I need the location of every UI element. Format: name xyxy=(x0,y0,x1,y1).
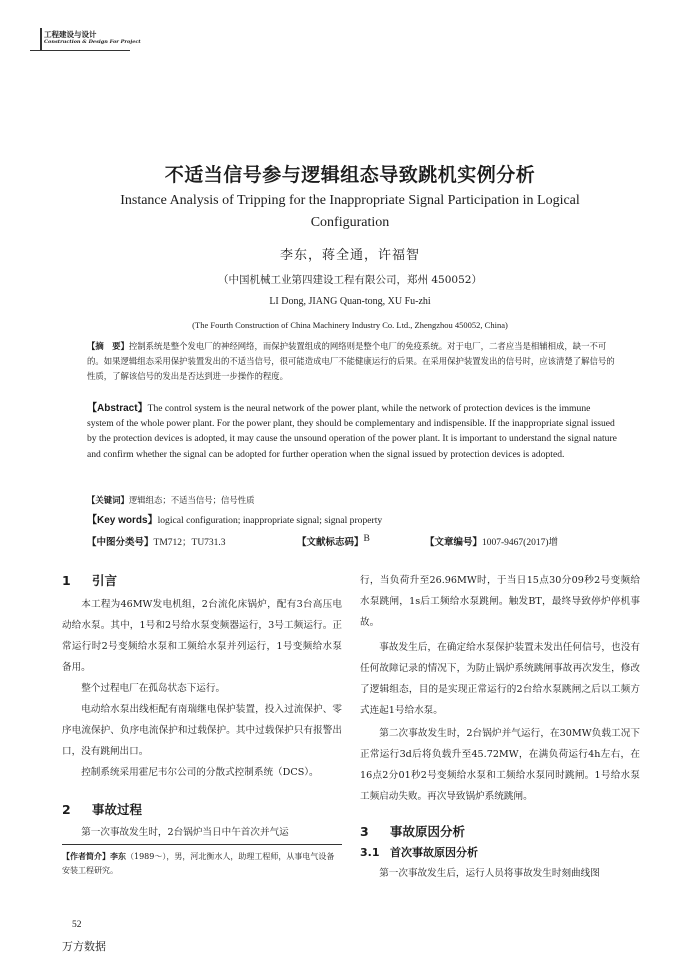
article-no-value: 1007-9467(2017)增 xyxy=(482,538,559,548)
section-3-heading: 3 事故原因分析 xyxy=(360,824,466,839)
keywords-cn-text: 逻辑组态；不适当信号；信号性质 xyxy=(128,495,255,505)
section-2-para-continued: 行，当负荷升至26.96MW时，于当日15点30分09秒2号变频给水泵跳闸，1s后工频给水泵跳闸。触发BT，最终导致停炉停机事故。 xyxy=(360,575,640,628)
journal-name-cn: 工程建设与设计 xyxy=(44,30,97,39)
section-1-para-1: 本工程为46MW发电机组，2台流化床锅炉，配有3台高压电动给水泵。其中，1号和2号给水泵变频器运行，3号工频运行。正常运行时2号变频给水泵和工频给水泵并列运行，1号变频给水泵备用。 xyxy=(62,599,342,673)
journal-name-en: Construction & Design For Project xyxy=(44,39,141,46)
authors-en: LI Dong, JIANG Quan-tong, XU Fu-zhi xyxy=(269,296,431,307)
footnote-text: （1989～），男，河北衡水人，助理工程师，从事电气设备安装工程研究。 xyxy=(62,852,335,875)
title-en: Instance Analysis of Tripping for the Inappropriate Signal Participation in Logical Configuration xyxy=(120,193,580,230)
section-3-1-para: 第一次事故发生后，运行人员将事故发生时刻曲线图 xyxy=(379,868,600,879)
section-1-para-2: 整个过程电厂在孤岛状态下运行。 xyxy=(81,683,226,694)
section-1-para-3: 电动给水泵出线柜配有南瑞继电保护装置，投入过流保护、零序电流保护、负序电流保护和过载保护。其中过载保护只有报警出口，没有跳闸出口。 xyxy=(62,704,342,757)
keywords-cn-label: 【关键词】 xyxy=(87,495,129,505)
affiliation-en: (The Fourth Construction of China Machinery Industry Co. Ltd., Zhengzhou 450052, China) xyxy=(192,320,508,330)
journal-header xyxy=(44,30,141,46)
section-2-para-3: 第二次事故发生时，2台锅炉并气运行，在30MW负载工况下正常运行3d后将负载升至45.72MW，在满负荷运行4h左右，在16点2分01秒2号变频给水泵和工频给水泵同时跳闸。1号给水泵工频启动失败。再次导致锅炉系统跳闸。 xyxy=(360,728,640,802)
doc-code-label: 【文献标志码】 xyxy=(297,537,364,548)
section-2-heading: 2 事故过程 xyxy=(62,802,143,817)
page-number: 52 xyxy=(72,920,82,930)
article-no-label: 【文章编号】 xyxy=(425,537,483,548)
abstract-cn-text: 控制系统是整个发电厂的神经网络，而保护装置组成的网络则是整个电厂的免疫系统。对于电厂，二者应当是相辅相成，缺一不可的。如果逻辑组态采用保护装置发出的不适当信号，很可能造成电厂不能健康运行的后果。在采用保护装置发出的信号时，应该清楚了解信号的性质，了解该信号的发出是否达到进一步操作的程度。 xyxy=(87,341,615,382)
clc-value: TM712；TU731.3 xyxy=(153,538,226,548)
authors-cn: 李东，蒋全通，许福智 xyxy=(279,248,420,263)
keywords-en xyxy=(87,513,617,528)
abstract-en-label: 【Abstract】 xyxy=(87,403,148,414)
keywords-cn xyxy=(87,493,617,508)
footnote-rule xyxy=(62,844,342,845)
header-bar xyxy=(40,28,42,50)
right-column xyxy=(360,570,640,884)
header-rule xyxy=(30,50,130,51)
section-2-para-start: 第一次事故发生时，2台锅炉当日中午首次并气运 xyxy=(81,827,289,838)
abstract-cn xyxy=(87,339,617,385)
abstract-en-text: The control system is the neural network of the power plant, while the network of protection devices is the immune system of the whole power plant. For the power plant, they should be complementary and indispensible. If the inappropriate signal issued by the protection devices is adopted, it may cause the unsound operation of the power plant. It is important to understand the signal nature and confirm whether the signal can be adopted for further operation when the signal issued by protection devices is adopted. xyxy=(87,403,617,460)
abstract-cn-label: 【摘 要】 xyxy=(87,341,129,351)
author-footnote xyxy=(62,849,342,878)
abstract-en xyxy=(87,401,617,462)
section-2-para-2: 事故发生后，在确定给水泵保护装置未发出任何信号，也没有任何故障记录的情况下，为防止锅炉系统跳闸事故再次发生，修改了逻辑组态，目的是实现正常运行的2台给水泵跳闸之后以工频方式连起1号给水泵。 xyxy=(360,642,640,716)
keywords-en-text: logical configuration; inappropriate signal; signal property xyxy=(157,515,383,526)
clc-label: 【中图分类号】 xyxy=(87,537,154,548)
doc-code-value: B xyxy=(363,534,370,544)
section-1-heading: 1 引言 xyxy=(62,573,118,588)
watermark: 万方数据 xyxy=(62,940,106,953)
keywords-en-label: 【Key words】 xyxy=(87,515,158,526)
section-1-para-4: 控制系统采用霍尼韦尔公司的分散式控制系统（DCS）。 xyxy=(81,767,319,778)
affiliation-cn: （中国机械工业第四建设工程有限公司，郑州 450052） xyxy=(218,274,482,286)
title-cn: 不适当信号参与逻辑组态导致跳机实例分析 xyxy=(164,164,536,186)
left-column xyxy=(62,570,342,843)
footnote-label: 【作者简介】 xyxy=(62,852,110,861)
section-3-1-heading: 3.1 首次事故原因分析 xyxy=(360,846,478,859)
footnote-author: 李东 xyxy=(110,851,126,861)
